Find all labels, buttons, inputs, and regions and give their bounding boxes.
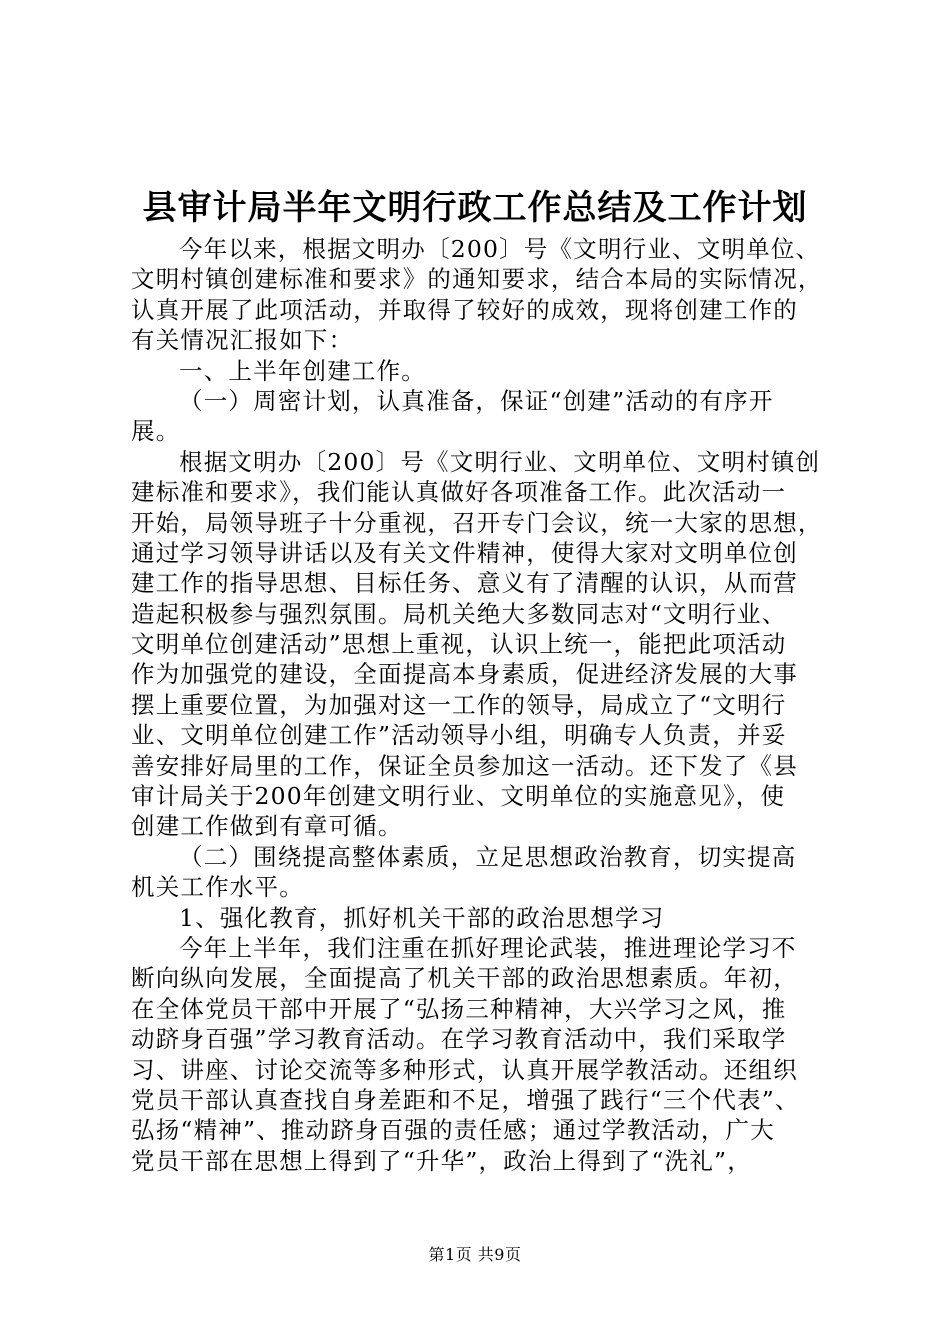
body-text-line: 文明单位创建活动”思想上重视，认识上统一，能把此项活动 bbox=[131, 630, 787, 659]
body-text-line: 审计局关于200年创建文明行业、文明单位的实施意见》，使 bbox=[131, 782, 786, 811]
body-text-line: 党员干部认真查找自身差距和不足，增强了践行“三个代表”、 bbox=[131, 1085, 800, 1114]
body-text-line: 根据文明办〔200〕号《文明行业、文明单位、文明村镇创 bbox=[179, 447, 821, 476]
body-text-line: （二）围绕提高整体素质，立足思想政治教育，切实提高 bbox=[179, 842, 797, 871]
body-text-line: 有关情况汇报如下： bbox=[131, 326, 354, 355]
body-text-line: 习、讲座、讨论交流等多种形式，认真开展学教活动。还组织 bbox=[131, 1055, 798, 1084]
body-text-line: 善安排好局里的工作，保证全员参加这一活动。还下发了《县 bbox=[131, 751, 798, 780]
body-text-line: 开始，局领导班子十分重视，召开专门会议，统一大家的思想， bbox=[131, 508, 823, 537]
page-number: 第1页 共9页 bbox=[428, 1245, 522, 1264]
body-text-line: 通过学习领导讲话以及有关文件精神，使得大家对文明单位创 bbox=[131, 538, 798, 567]
body-text-line: 认真开展了此项活动，并取得了较好的成效，现将创建工作的 bbox=[131, 295, 798, 324]
body-text-line: 一、上半年创建工作。 bbox=[179, 356, 426, 385]
body-text-line: （一）周密计划，认真准备，保证“创建”活动的有序开 bbox=[179, 386, 774, 415]
body-text-line: 摆上重要位置，为加强对这一工作的领导，局成立了“文明行 bbox=[131, 690, 787, 719]
document-title: 县审计局半年文明行政工作总结及工作计划 bbox=[142, 188, 808, 228]
body-text-line: 党员干部在思想上得到了“升华”，政治上得到了“洗礼”， bbox=[131, 1146, 752, 1175]
body-text-line: 文明村镇创建标准和要求》的通知要求，结合本局的实际情况， bbox=[131, 265, 823, 294]
body-text-line: 弘扬“精神”、推动跻身百强的责任感；通过学教活动，广大 bbox=[131, 1116, 775, 1145]
body-text-line: 在全体党员干部中开展了“弘扬三种精神，大兴学习之风，推 bbox=[131, 994, 787, 1023]
body-text-line: 今年上半年，我们注重在抓好理论武装，推进理论学习不 bbox=[179, 933, 797, 962]
body-text-line: 展。 bbox=[131, 417, 181, 446]
body-text-line: 断向纵向发展，全面提高了机关干部的政治思想素质。年初， bbox=[131, 964, 798, 993]
body-text-line: 创建工作做到有章可循。 bbox=[131, 812, 403, 841]
body-text-line: 建标准和要求》，我们能认真做好各项准备工作。此次活动一 bbox=[131, 478, 787, 507]
body-text-line: 业、文明单位创建工作”活动领导小组，明确专人负责，并妥 bbox=[131, 721, 787, 750]
body-text-line: 机关工作水平。 bbox=[131, 873, 304, 902]
body-text-line: 建工作的指导思想、目标任务、意义有了清醒的认识，从而营 bbox=[131, 569, 798, 598]
body-text-line: 造起积极参与强烈氛围。局机关绝大多数同志对“文明行业、 bbox=[131, 599, 787, 628]
body-text-line: 动跻身百强”学习教育活动。在学习教育活动中，我们采取学 bbox=[131, 1025, 787, 1054]
body-text-line: 1、强化教育，抓好机关干部的政治思想学习 bbox=[179, 903, 665, 932]
body-text-line: 作为加强党的建设，全面提高本身素质，促进经济发展的大事 bbox=[131, 660, 798, 689]
body-text-line: 今年以来，根据文明办〔200〕号《文明行业、文明单位、 bbox=[179, 235, 821, 263]
document-body bbox=[131, 234, 831, 1176]
